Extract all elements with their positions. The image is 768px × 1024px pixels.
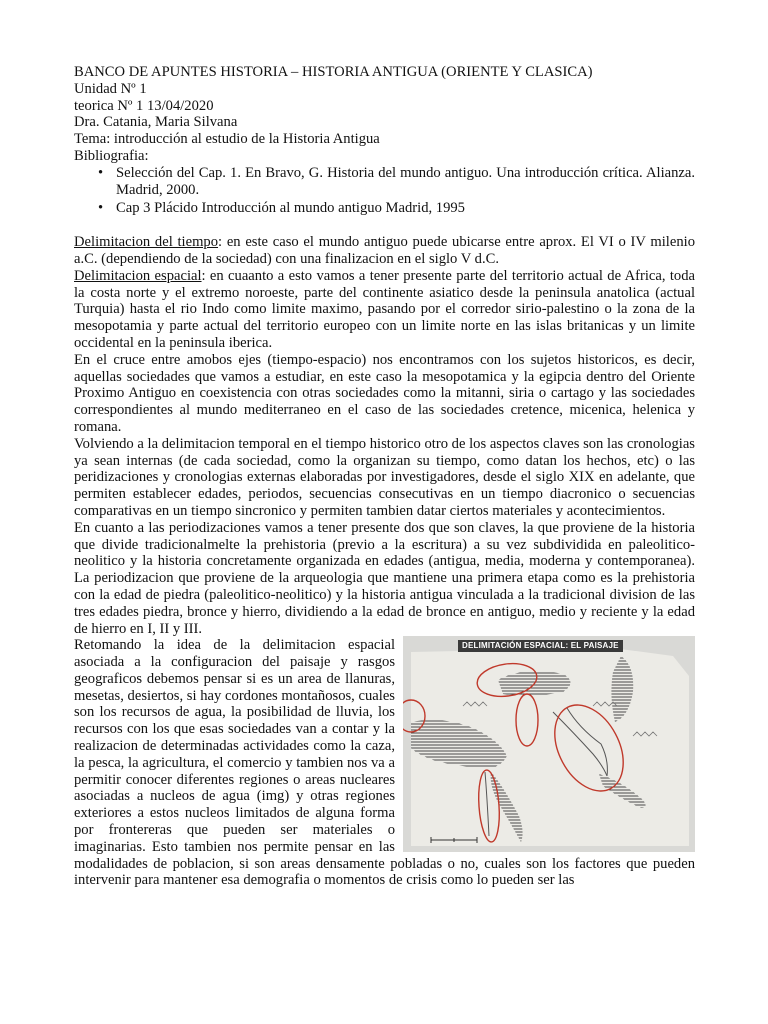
paragraph-with-figure <box>74 637 695 889</box>
map-image <box>403 636 695 852</box>
bibliography-item-text: Selección del Cap. 1. En Bravo, G. Historia del mundo antiguo. Una introducción crítica. Alianza. Madrid, 2000. <box>116 164 695 198</box>
document-title: BANCO DE APUNTES HISTORIA – HISTORIA ANTIGUA (ORIENTE Y CLASICA) <box>74 64 593 80</box>
lecture-date-line: teorica Nº 1 13/04/2020 <box>74 97 214 114</box>
paragraph-landscape: Retomando la idea de la delimitacion espacial asociada a la configuracion del paisaje y rasgos geograficos debemos pensar si es un area de llanuras, mesetas, desiertos, si hay cordones montañosos, cuales son los recursos de agua, la posibilidad de lluvia, los recursos con los que esas sociedades van a contar y la realizacion de determinadas actividades como la caza, la pesca, la agricultura, el comercio y tambien nos va a permitir conocer diferentes regiones o areas nucleares asociadas a nucleos de agua (img) y otras regiones exteriores a estos nucleos limitados de alguna forma por frontereras que pueden ser materiales o imaginarias. Esto tambien nos permite pensar en las modalidades de poblacion, si son areas densamente pobladas o no, cuales son los factores que pueden intervenir para mantener esa demografia o momentos de crisis como lo pueden ser las <box>74 637 695 889</box>
bibliography-list <box>74 165 695 217</box>
author-line: Dra. Catania, Maria Silvana <box>74 114 238 131</box>
document-page <box>74 64 695 889</box>
paragraph-chronologies: Volviendo a la delimitacion temporal en el tiempo historico otro de los aspectos claves son las cronologias ya sean internas (de cada sociedad, como la organizan su tiempo, como datan los hechos, etc) o las peridizaciones y cronologias externas elaboradas por investigadores, desde el siglo XIX en adelante, que permiten establecer edades, periodos, secuencias consecutivas en un tiempo diacronico o secuencias comparativas en un tiempo sincronico y permiten tambien datar ciertos materiales y acontecimientos. <box>74 435 695 519</box>
paragraph-periodizations: En cuanto a las periodizaciones vamos a tener presente dos que son claves, la que proviene de la historia que divide tradicionalmelte la prehistoria (previo a la escritura) a su vez subdividida en paleolitico-neolitico y la historia concretamente organizada en edades (antigua, media, moderna y contemporanea). La periodizacion que proviene de la arqueologia que mantiene una primera etapa como es la prehistoria con la edad de piedra (paleolitico-neolitico) y la historia antigua vinculada a la tradicional division de las tres edades piedra, bronce y hierro, dividiendo a la edad de bronce en antiguo, medio y reciente y la edad de hierro en I, II y III. <box>74 519 695 637</box>
unit-line: Unidad Nº 1 <box>74 80 147 97</box>
map-caption: DELIMITACIÓN ESPACIAL: EL PAISAJE <box>458 640 623 652</box>
time-delimitation-label: Delimitacion del tiempo <box>74 234 219 251</box>
spacer <box>74 219 695 234</box>
paragraph-space-delimitation <box>74 268 695 352</box>
paragraph-historical-subjects: En el cruce entre amobos ejes (tiempo-espacio) nos encontramos con los sujetos historicos, es decir, aquellas sociedades que vamos a estudiar, en este caso la mesopotamica y la egipcia dentro del Oriente Proximo Antiguo en coexistencia con otras sociedades como la mitanni, siria o cartago y las sociedades correspondientes al mundo mediterraneo en el caso de las sociedades cretence, micenica, helenica y romana. <box>74 351 695 435</box>
paragraph-time-delimitation <box>74 234 695 268</box>
space-delimitation-text: : en cuaanto a esto vamos a tener presente parte del territorio actual de Africa, toda la costa norte y el extremo noroeste, parte del continente asiatico desde la peninsula anatolica (actual Turquia) hasta el rio Indo como limite maximo, pasando por el corredor sirio-palestino o la zona de la mesopotamia y parte actual del territorio europeo con un limite norte en las islas britanicas y un limite occidental en la peninsula iberica. <box>74 267 695 351</box>
bibliography-item-text: Cap 3 Plácido Introducción al mundo antiguo Madrid, 1995 <box>116 200 465 217</box>
time-delimitation-text: : en este caso el mundo antiguo puede ubicarse entre aprox. El VI o IV milenio a.C. (dependiendo de la sociedad) con una finalizacion en el siglo V d.C. <box>74 234 695 267</box>
landscape-map-figure <box>403 636 695 852</box>
bibliography-item <box>74 165 695 199</box>
topic-line: Tema: introducción al estudio de la Historia Antigua <box>74 131 380 148</box>
bullet-icon: • <box>98 164 104 181</box>
space-delimitation-label: Delimitacion espacial <box>74 267 202 284</box>
bullet-icon: • <box>98 200 104 217</box>
bibliography-item <box>74 200 695 217</box>
bibliography-heading: Bibliografia: <box>74 147 149 164</box>
